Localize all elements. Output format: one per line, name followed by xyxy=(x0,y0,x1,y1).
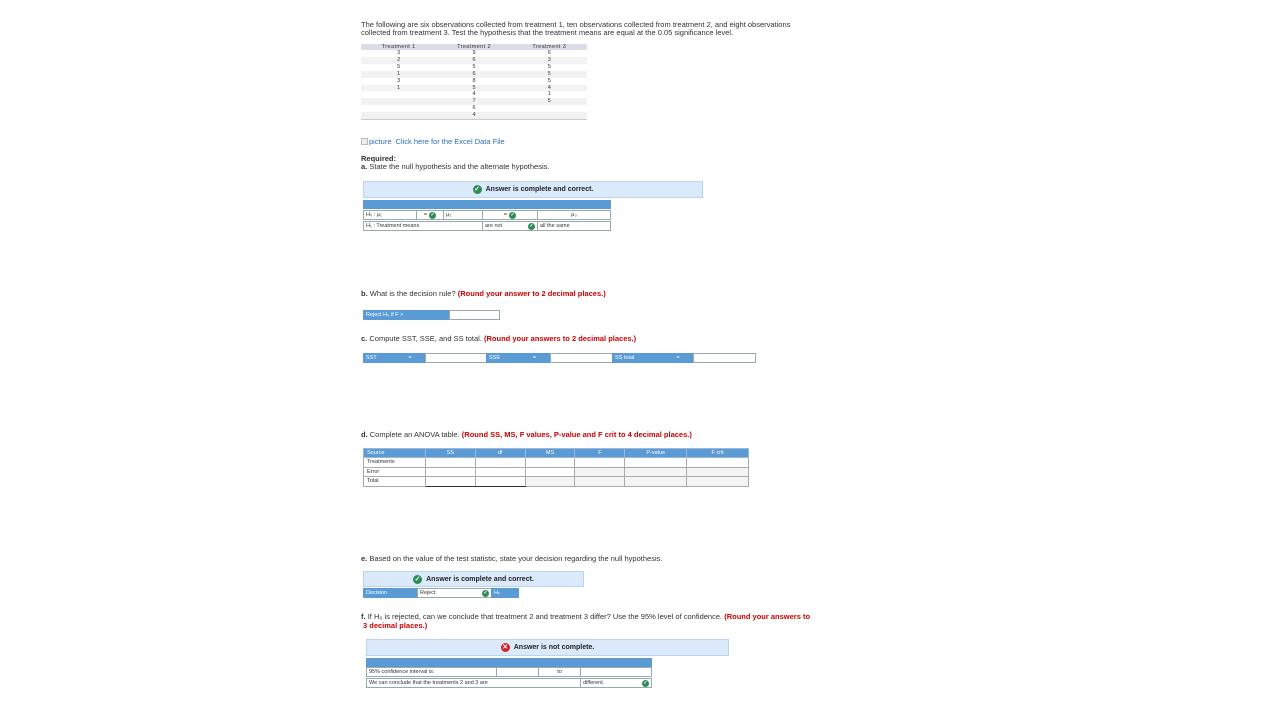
part-c-text: Compute SST, SSE, and SS total. xyxy=(369,334,482,343)
part-d-letter: d. xyxy=(361,430,368,439)
part-e-question xyxy=(361,554,662,563)
anova-header-pvalue: P-value xyxy=(625,449,687,458)
part-b-question xyxy=(361,289,606,298)
anova-input[interactable] xyxy=(475,467,525,477)
anova-header-df: df xyxy=(475,449,525,458)
decision-select[interactable] xyxy=(417,588,491,598)
sstotal-eq: = xyxy=(662,353,693,363)
conclude-select[interactable] xyxy=(580,678,652,688)
anova-input[interactable] xyxy=(525,458,575,468)
conclude-label: We can conclude that the treatments 2 and 3 are xyxy=(366,678,580,688)
anova-row-total xyxy=(364,477,749,487)
anova-row-error xyxy=(364,467,749,477)
data-cell: 5 xyxy=(547,63,551,70)
h0-op1-text: = xyxy=(423,212,428,218)
anova-cell-disabled xyxy=(575,467,625,477)
ci-row xyxy=(366,667,652,677)
data-cell: 3 xyxy=(397,50,401,56)
anova-input[interactable] xyxy=(425,477,475,487)
anova-header-fcrit: F crit xyxy=(687,449,749,458)
part-c-letter: c. xyxy=(361,334,368,343)
excel-link-alt: picture xyxy=(369,137,392,146)
data-cell: 3 xyxy=(397,77,401,84)
h0-mu3: μ₃ xyxy=(537,210,611,220)
data-cell xyxy=(361,105,436,112)
part-f-letter: f. xyxy=(361,612,366,621)
data-cell: 1 xyxy=(361,71,436,78)
anova-header-f: F xyxy=(575,449,625,458)
data-cell xyxy=(512,112,587,119)
sse-label: SSE xyxy=(486,353,518,363)
sse-input[interactable] xyxy=(550,353,612,363)
anova-input[interactable] xyxy=(425,458,475,468)
header-treatment-2: Treatment 2 xyxy=(436,44,511,50)
anova-source-error: Error xyxy=(364,467,426,477)
anova-header-ms: MS xyxy=(525,449,575,458)
part-c-instruction: (Round your answers to 2 decimal places.) xyxy=(484,334,637,343)
data-cell: 1 xyxy=(361,85,436,92)
data-cell: 4 xyxy=(436,112,511,119)
reject-rule-label: Reject H₀ if F > xyxy=(363,310,449,320)
anova-header-source: Source xyxy=(364,449,426,458)
data-cell xyxy=(361,112,436,119)
data-cell: 5 xyxy=(547,77,551,84)
part-a-banner xyxy=(363,181,703,198)
anova-cell-disabled xyxy=(625,477,687,487)
data-row xyxy=(361,78,587,85)
part-e-banner xyxy=(363,571,584,587)
data-cell: 8 xyxy=(472,77,476,84)
data-cell: 4 xyxy=(472,91,476,98)
broken-image-icon xyxy=(361,138,368,145)
part-f-text: If H₀ is rejected, can we conclude that treatment 2 and treatment 3 differ? Use the 95% level of confidence. xyxy=(367,612,723,621)
h1-value2: all the same xyxy=(537,221,611,231)
anova-table xyxy=(363,448,749,487)
data-cell: 9 xyxy=(472,50,476,56)
part-e-row xyxy=(363,588,519,598)
data-cell: 5 xyxy=(472,63,476,70)
anova-cell-disabled xyxy=(687,477,749,487)
anova-source-treatments: Treatments xyxy=(364,458,426,468)
ci-upper-input[interactable] xyxy=(580,667,652,677)
anova-cell-disabled xyxy=(625,467,687,477)
h1-label: H₁ : Treatment means xyxy=(363,221,482,231)
data-row xyxy=(361,64,587,71)
part-c-question xyxy=(361,334,636,343)
decision-h0: H₀ xyxy=(491,588,519,598)
part-f-instruction-b: 3 decimal places.) xyxy=(363,621,428,630)
conclude-row xyxy=(366,678,652,688)
part-a-letter: a. xyxy=(361,162,368,171)
decision-label: Decision xyxy=(363,588,417,598)
anova-input[interactable] xyxy=(475,477,525,487)
anova-cell-disabled xyxy=(687,467,749,477)
check-icon: ✓ xyxy=(430,211,435,218)
sst-label: SST xyxy=(363,353,394,363)
anova-row-treatments xyxy=(364,458,749,468)
ci-to: to xyxy=(538,667,580,677)
anova-input[interactable] xyxy=(687,458,749,468)
part-d-question xyxy=(361,430,692,439)
anova-header-ss: SS xyxy=(425,449,475,458)
anova-cell-disabled xyxy=(575,477,625,487)
part-a-text: State the null hypothesis and the alternate hypothesis. xyxy=(369,162,550,171)
data-row xyxy=(361,71,587,78)
problem-line-2: collected from treatment 3. Test the hypothesis that the treatment means are equal at the 0.05 significance level. xyxy=(361,28,734,37)
data-row xyxy=(361,112,587,119)
data-cell: 3 xyxy=(512,57,587,64)
h0-op2-text: = xyxy=(503,212,508,218)
data-cell: 5 xyxy=(436,85,511,92)
anova-source-total: Total xyxy=(364,477,426,487)
check-icon: ✓ xyxy=(643,679,648,686)
h0-mu2: μ₂ xyxy=(443,210,482,220)
excel-link-text[interactable]: Click here for the Excel Data File xyxy=(395,137,505,146)
part-b-instruction: (Round your answer to 2 decimal places.) xyxy=(457,289,606,298)
data-cell: 6 xyxy=(436,57,511,64)
h1-select[interactable] xyxy=(482,221,537,231)
check-icon: ✓ xyxy=(510,211,515,218)
data-cell: 2 xyxy=(361,57,436,64)
anova-input[interactable] xyxy=(625,458,687,468)
check-icon: ✓ xyxy=(483,589,488,596)
anova-cell-disabled xyxy=(525,477,575,487)
part-d-text: Complete an ANOVA table. xyxy=(369,430,460,439)
data-row xyxy=(361,91,587,98)
sstotal-label: SS total xyxy=(612,353,662,363)
part-f-header-bar xyxy=(366,658,652,667)
required-label: Required: xyxy=(361,154,397,163)
problem-line-1: The following are six observations collected from treatment 1, ten observations collected from treatment 2, and eight observations xyxy=(361,20,791,29)
part-a-header-bar xyxy=(363,200,611,209)
treatment-data-table xyxy=(361,44,587,120)
data-cell: 5 xyxy=(512,98,587,105)
part-c-row xyxy=(363,353,756,363)
data-cell: 6 xyxy=(547,50,551,56)
part-f-banner xyxy=(366,639,729,656)
part-b-row xyxy=(363,310,500,320)
h1-value1: are not xyxy=(485,223,503,229)
data-cell xyxy=(512,105,587,112)
data-row xyxy=(361,85,587,92)
anova-input[interactable] xyxy=(425,467,475,477)
part-f-banner-text: Answer is not complete. xyxy=(513,644,595,651)
part-a-question xyxy=(361,162,549,171)
sstotal-input[interactable] xyxy=(693,353,756,363)
data-row xyxy=(361,105,587,112)
part-b-text: What is the decision rule? xyxy=(369,289,456,298)
sst-eq: = xyxy=(394,353,425,363)
data-row xyxy=(361,98,587,105)
anova-input[interactable] xyxy=(475,458,525,468)
data-cell: 1 xyxy=(547,91,551,98)
data-row xyxy=(361,50,587,57)
check-icon: ✓ xyxy=(529,222,534,229)
ci-lower-input[interactable] xyxy=(496,667,538,677)
data-cell: 6 xyxy=(436,71,511,78)
part-b-letter: b. xyxy=(361,289,368,298)
check-icon: ✓ xyxy=(474,186,481,193)
h1-row xyxy=(363,221,611,231)
part-e-banner-text: Answer is complete and correct. xyxy=(426,575,534,583)
anova-input[interactable] xyxy=(575,458,625,468)
conclude-value: different. xyxy=(583,680,605,686)
header-treatment-3: Treatment 3 xyxy=(512,44,587,50)
x-icon: ✕ xyxy=(502,644,509,651)
excel-data-link[interactable] xyxy=(361,137,505,146)
h0-label: H₀ : μ₁ xyxy=(363,210,416,220)
data-cell: 6 xyxy=(472,105,476,112)
reject-rule-input[interactable] xyxy=(449,310,500,320)
decision-value: Reject xyxy=(420,590,436,596)
data-cell: 4 xyxy=(512,85,587,92)
anova-input[interactable] xyxy=(525,467,575,477)
part-e-text: Based on the value of the test statistic, state your decision regarding the null hypothesis. xyxy=(369,554,663,563)
sse-eq: = xyxy=(518,353,550,363)
sst-input[interactable] xyxy=(425,353,486,363)
ci-label: 95% confidence interval is: xyxy=(366,667,496,677)
data-cell: 7 xyxy=(436,98,511,105)
part-f-instruction-a: (Round your answers to xyxy=(724,612,811,621)
data-row xyxy=(361,57,587,64)
h0-operator-1[interactable] xyxy=(416,210,443,220)
part-e-letter: e. xyxy=(361,554,368,563)
data-cell xyxy=(361,98,436,105)
part-f-question-line-1 xyxy=(361,612,810,621)
part-a-banner-text: Answer is complete and correct. xyxy=(485,186,594,193)
h0-row xyxy=(363,210,611,220)
data-cell: 5 xyxy=(512,71,587,78)
part-d-instruction: (Round SS, MS, F values, P-value and F crit to 4 decimal places.) xyxy=(461,430,692,439)
header-treatment-1: Treatment 1 xyxy=(361,44,436,50)
data-cell: 5 xyxy=(397,63,401,70)
h0-operator-2[interactable] xyxy=(482,210,537,220)
data-cell xyxy=(361,91,436,98)
check-icon: ✓ xyxy=(414,575,421,583)
